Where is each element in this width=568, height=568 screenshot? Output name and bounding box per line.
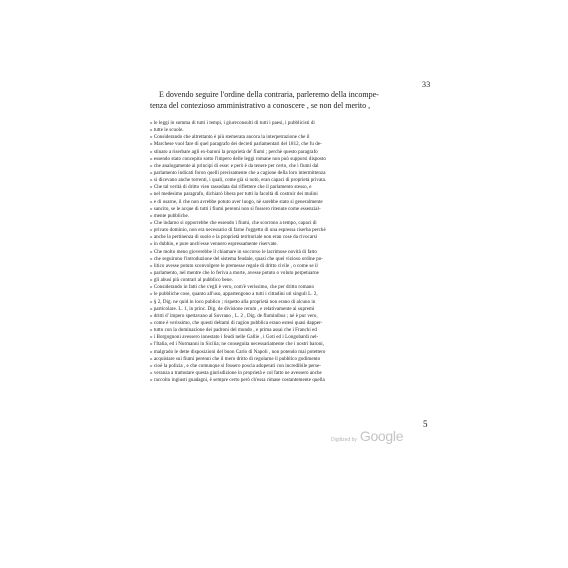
text-line: » nel medesimo paragrafo, dichiarò libera per tutti la facoltà di costruir dei mulini — [150, 192, 318, 198]
text-line: » dritti d' impero spettavano al Sovrano , L. 2 , Dig. de fluminibus ; nè è pur vero, — [150, 313, 318, 319]
heading-line: tenza del contezioso amministrativo a conoscere , se non del merito , — [150, 101, 371, 110]
text-line: » tutto con la dominazione dei padroni del mondo , e prima assai che i Franchi ed — [150, 328, 317, 334]
text-line: » che analogamente ai principi di esse: e però è da tenere per certo, che i fiumi dal — [150, 163, 319, 169]
text-line: » le pubbliche cose, quanto all'uso, appartengono a tutti i cittadini uti singuli L. 2, — [150, 292, 318, 298]
text-line: » cioè la polizia , e che comunque si fossero poscia adoperati con incredibile perse- — [150, 363, 321, 369]
text-line: » parlamento indicati foron quelli precisamente che a cagione della loro intermittenza — [150, 170, 326, 176]
heading-line: E dovendo seguire l'ordine della contraria, parleremo della incompe- — [159, 90, 379, 99]
text-line: » acquistare sui fiumi perenni che il mero dritto di regolarne il pubblico godimento — [150, 356, 321, 362]
text-line: » Considerando in fatti che s'egli è vero, com'è verissimo, che per dritto romano — [150, 285, 315, 291]
text-line: » essendo stato concepito sotto l'impero delle leggi romane non può supporsi disposto — [150, 156, 326, 162]
text-line: » Che indarno si opporrebbe che essendo i fiumi, che scorrono a tempo, capaci di — [150, 220, 317, 226]
text-line: » particolare. L. 1, in princ. Dig. de divisione rerum , e relativamente ai supremi — [150, 306, 315, 312]
text-line: » stinato a riserbare agli ex-baroni la proprietà de' fiumi ; perchè questo paragrafo — [150, 149, 318, 155]
text-line: » veranza a tramutare questa giurisdizione in proprietà e col fatto ne avessero anche — [150, 370, 322, 376]
text-line: » tutte le scuole. — [150, 128, 184, 134]
text-line: » Marchese vuol fare di quel paragrafo dei decreti parlamentari del 1812, che fu de- — [150, 142, 322, 148]
text-line: » che seguirono l'introduzione del sistema feudale, quasi che quel vizioso ordine po- — [150, 256, 324, 262]
text-line: » malgrado le dette disposizioni del buon Carlo di Napoli , non potendo mai potettero — [150, 349, 326, 355]
text-line: » e di usarne, il che non avrebbe potuto aver luogo, nè sarebbe stato si generalmente — [150, 199, 323, 205]
text-line: » i Borgognoni avessero innestato i feudi nelle Gallie , i Goti ed i Longobardi nel- — [150, 335, 319, 341]
google-logo: Google — [359, 428, 404, 444]
text-line: » gli abusi più contrari al pubblico bene. — [150, 278, 233, 284]
text-line: » Che molto meno gioverebbe il chiamare in soccorso le lacrimose novità di fatto — [150, 249, 317, 255]
signature-mark: 5 — [423, 419, 428, 429]
text-line: » si dicevano anche torrenti, i quali, come già si notò, eran capaci di proprietà privata. — [150, 178, 327, 184]
text-line: » raccolto ingiusti guadagni, è sempre certo però ch'essa rimase costantemente quella — [150, 378, 325, 384]
digitized-by-watermark — [331, 428, 403, 444]
watermark-prefix: Digitized by — [331, 437, 357, 443]
text-line: » Considerando che altrettanto è più stemerata ancora la interpetrazione che il — [150, 135, 310, 141]
quoted-text-block — [150, 120, 422, 384]
text-line: » privato dominio, non era necessario di farne l'oggetto di una espressa riserba perchè — [150, 228, 326, 234]
text-line: » anche la pertinenza di suolo e la proprietà territoriale non eran cose da rivocarsi — [150, 235, 318, 241]
text-line: » parlamento, nel mentre che lo feriva a morte, avesse potuto o voluto perpetuarne — [150, 270, 319, 276]
text-line: » le leggi in somma di tutti i tempi, i giureconsulti di tutti i paesi, i pubblicisti di — [150, 121, 315, 126]
text-line: » § 2, Dig. ne quid in loco publico ; rispetto alla proprietà non erano di alcuno in — [150, 299, 316, 305]
opening-paragraph — [150, 89, 422, 111]
text-line: » come è verissimo, che questi deltami di ragion pubblica erano estesi quasi dapper- — [150, 320, 323, 326]
page-number: 33 — [422, 80, 431, 89]
text-line: » l'Italia, ed i Normanni in Sicilia; ne conseguita necessariamente che i nostri baroni, — [150, 342, 324, 348]
text-line: » litico avesse potuto sconvolgere le premesse regole di dritto civile , o come se il — [150, 263, 318, 269]
text-line: » mente pubbliche. — [150, 213, 190, 219]
text-line: » Che tal verità di dritto vien rassodata dal riflettere che il parlamento stesso, e — [150, 185, 312, 191]
text-line: » sancito, se le acque di tutti i fiumi perenni non si fossero ritenute come essenzial- — [150, 206, 321, 212]
text-line: » in dubbio, e pure anch'esse vennero espressamente riservate. — [150, 242, 278, 248]
